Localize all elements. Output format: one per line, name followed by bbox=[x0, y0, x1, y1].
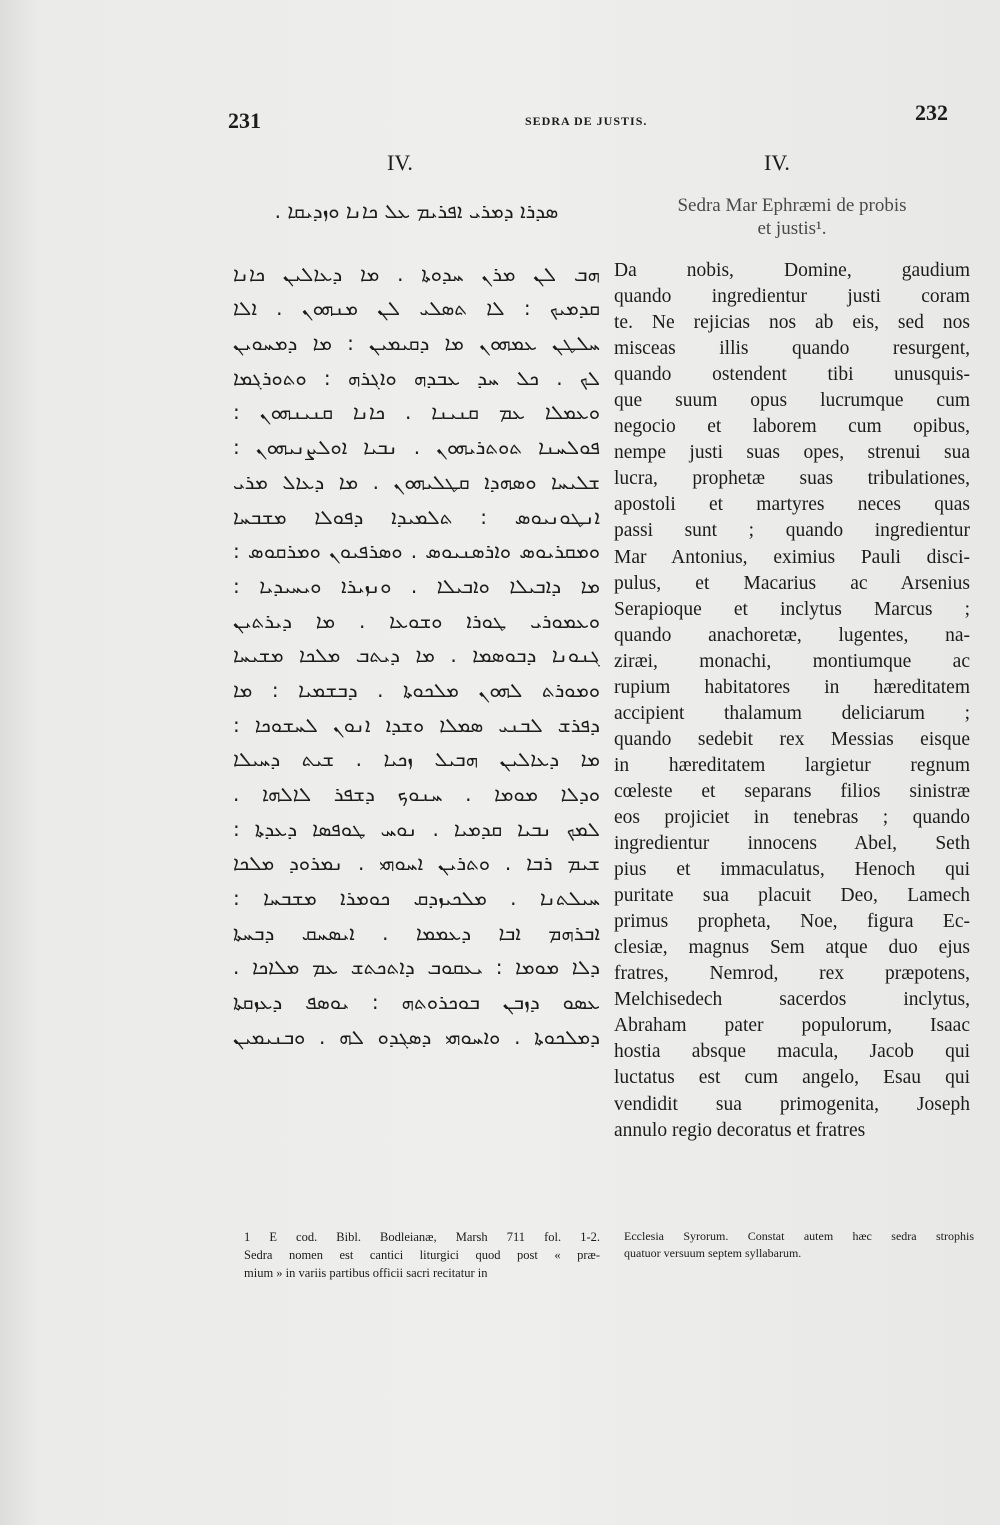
syriac-text-line: ܓܢܘܢܐ ܕܒܘܣܡܐ . ܡܐ ܕܝܬܒ ܡܠܟܐ ܡܫܝܚܐ bbox=[233, 643, 600, 668]
latin-text-line: misceas illis quando resurgent, bbox=[614, 338, 970, 360]
latin-text-line: Abraham pater populorum, Isaac bbox=[614, 1015, 970, 1037]
latin-text-line: negocio et laborem cum opibus, bbox=[614, 416, 970, 438]
latin-text-line: pius et immaculatus, Henoch qui bbox=[614, 859, 970, 881]
page-number-right: 232 bbox=[915, 100, 948, 125]
latin-text-line: primus propheta, Noe, figura Ec- bbox=[614, 911, 970, 933]
footnote-line: quatuor versuum septem syllabarum. bbox=[624, 1246, 802, 1260]
syriac-text-line: ܕܠܐ ܡܘܡܐ : ܝܥܩܘܒ ܕܐܬܟܬܫ ܥܡ ܡܠܐܟܐ . bbox=[233, 955, 600, 980]
latin-text-line: lucra, prophetæ suas tribulationes, bbox=[614, 468, 970, 490]
latin-text-line: puritate sua placuit Deo, Lamech bbox=[614, 885, 970, 907]
latin-text-line: apostoli et martyres neces quas bbox=[614, 494, 970, 516]
latin-text-line: passi sunt ; quando ingredientur bbox=[614, 520, 970, 542]
syriac-text-line: ܠܟ . ܟܠ ܚܕ ܥܒܕܗ ܘܐܓܪܗ : ܘܬܘܪܓܡܐ bbox=[233, 365, 600, 390]
section-title-line-2: et justis¹. bbox=[757, 218, 827, 239]
latin-text-line: cœleste et separans filios sinistræ bbox=[614, 780, 970, 802]
latin-text-line: te. Ne rejicias nos ab eis, sed nos bbox=[614, 312, 970, 334]
syriac-title: ܣܕܪܐ ܕܡܪܝ ܐܦܪܝܡ ܥܠ ܟܐܢܐ ܘܙܕܝܩܐ . bbox=[274, 199, 559, 223]
section-numeral-right: IV. bbox=[764, 150, 790, 175]
syriac-text-line: ܘܡܘܪܬ ܠܗܘܢ ܡܠܟܘܬܐ . ܕܒܫܡܝܐ : ܡܐ bbox=[233, 677, 600, 702]
latin-text-block bbox=[614, 258, 970, 1144]
latin-text-line: nempe justi suas opes, strenui sua bbox=[614, 442, 970, 464]
latin-text-line: quando sedebit rex Messias eisque bbox=[614, 728, 970, 750]
page-header bbox=[0, 100, 1000, 140]
syriac-text-line: ܕܦܪܫ ܠܒܢܝ ܣܡܠܐ ܘܫܕܐ ܐܢܘܢ ܠܚܫܘܟܐ : bbox=[233, 712, 600, 737]
latin-text-line: clesiæ, magnus Sem atque duo ejus bbox=[614, 937, 970, 959]
latin-text-line: fratres, Nemrod, rex præpotens, bbox=[614, 963, 970, 985]
latin-text-line: Serapioque et inclytus Marcus ; bbox=[614, 598, 970, 620]
footnote-right bbox=[624, 1228, 974, 1262]
syriac-text-line: ܩܕܡܝܟ : ܠܐ ܬܣܠܝ ܠܢ ܡܢܗܘܢ . ܐܠܐ bbox=[233, 296, 600, 321]
latin-text-line: Mar Antonius, eximius Pauli disci- bbox=[614, 546, 970, 568]
footnote-line: mium » in variis partibus officii sacri recitatur in bbox=[244, 1266, 488, 1280]
latin-text-line: Da nobis, Domine, gaudium bbox=[614, 260, 970, 281]
footnote-line: 1 E cod. Bibl. Bodleianæ, Marsh 711 fol. 1-2. bbox=[244, 1230, 600, 1244]
latin-text-line: accipient thalamum deliciarum ; bbox=[614, 702, 970, 724]
syriac-text-block bbox=[225, 257, 605, 1055]
syriac-text-line: ܐܢܛܘܢܝܘܣ : ܬܠܡܝܕܐ ܕܦܘܠܐ ܡܫܒܚܐ bbox=[233, 504, 600, 529]
section-numeral-left: IV. bbox=[387, 150, 413, 175]
latin-text-line: eos projiciet in tenebras ; quando bbox=[614, 806, 970, 828]
latin-column bbox=[614, 150, 970, 1144]
syriac-text-line: ܠܡܟ ܢܒܝܐ ܩܕܡܝܐ . ܢܘܚ ܛܘܦܣܐ ܕܥܕܬܐ : bbox=[233, 816, 600, 841]
footnote-left bbox=[244, 1228, 600, 1282]
footnote-line: Ecclesia Syrorum. Constat autem hæc sedra strophis bbox=[624, 1229, 974, 1243]
syriac-text-line: ܫܠܝܚܐ ܘܣܗܕܐ ܩܛܠܝܗܘܢ . ܡܐ ܕܥܐܠ ܡܪܝ bbox=[233, 469, 600, 494]
latin-text-line: annulo regio decoratus et fratres bbox=[614, 1119, 866, 1141]
syriac-text-line: ܚܠܛܢ ܥܡܗܘܢ ܡܐ ܕܩܝܡܝܢ : ܡܐ ܕܡܚܘܝܢ bbox=[233, 331, 600, 356]
syriac-column bbox=[225, 150, 605, 1055]
latin-text-line: quando ingredientur justi coram bbox=[614, 286, 970, 308]
syriac-text-line: ܘܥܡܘܪܝ ܛܘܪܐ ܘܫܘܥܐ . ܡܐ ܕܝܪܬܝܢ bbox=[233, 608, 600, 633]
syriac-text-line: ܘܡܩܪܝܘܣ ܘܐܪܣܢܝܘܣ . ܘܣܪܦܝܘܢ ܘܡܪܩܘܣ : bbox=[233, 539, 600, 564]
section-title-line-1: Sedra Mar Ephræmi de probis bbox=[677, 195, 907, 216]
syriac-text-line: ܕܡܠܟܘܬܐ . ܘܐܚܘܗܝ ܕܣܓܕܘ ܠܗ . ܘܒܢܝܡܝܢ bbox=[233, 1024, 600, 1049]
syriac-text-line: ܫܝܡ ܪܒܐ . ܘܬܪܝܢ ܐܚܘܗܝ . ܢܡܪܘܕ ܡܠܟܐ bbox=[233, 851, 600, 876]
syriac-text-line: ܐܒܪܗܡ ܐܒܐ ܕܥܡܡܐ . ܐܝܣܚܩ ܕܒܚܬܐ bbox=[233, 920, 600, 945]
syriac-text-line: ܚܝܠܬܢܐ . ܡܠܟܝܙܕܩ ܟܘܡܪܐ ܡܫܒܚܐ : bbox=[233, 886, 600, 911]
syriac-text-line: ܥܣܘ ܕܙܒܢ ܒܘܟܪܘܬܗ : ܝܘܣܦ ܕܥܙܩܬܐ bbox=[233, 990, 600, 1015]
latin-text-line: ziræi, monachi, montiumque ac bbox=[614, 650, 970, 672]
page-number-left: 231 bbox=[228, 108, 261, 133]
latin-text-line: vendidit sua primogenita, Joseph bbox=[614, 1093, 970, 1115]
syriac-text-line: ܘܕܠܐ ܡܘܡܐ . ܚܢܘܟ ܕܫܦܪ ܠܐܠܗܐ . bbox=[233, 782, 600, 806]
syriac-text-line: ܗܒ ܠܢ ܡܪܢ ܚܕܘܬܐ . ܡܐ ܕܥܐܠܝܢ ܟܐܢܐ bbox=[233, 261, 600, 286]
syriac-text-line: ܡܐ ܕܐܒܝܠܐ ܘܐܒܝܠܐ . ܘܢܙܝܪܐ ܘܝܚܝܕܝܐ : bbox=[233, 573, 600, 598]
syriac-text-line: ܘܥܡܠܐ ܥܡ ܩܢܝܢܐ . ܟܐܢܐ ܩܢܝܢܗܘܢ : bbox=[233, 400, 600, 425]
running-title: SEDRA DE JUSTIS. bbox=[525, 114, 648, 128]
latin-text-line: pulus, et Macarius ac Arsenius bbox=[614, 572, 970, 594]
latin-text-line: luctatus est cum angelo, Esau qui bbox=[614, 1067, 970, 1089]
footnote-line: Sedra nomen est cantici liturgici quod post « præ- bbox=[244, 1248, 600, 1262]
latin-text-line: rupium habitatores in hæreditatem bbox=[614, 676, 970, 698]
latin-text-line: quando ostendent tibi unusquis- bbox=[614, 364, 970, 386]
syriac-text-line: ܡܐ ܕܥܐܠܝܢ ܗܒܝܠ ܙܟܝܐ . ܫܝܬ ܕܚܝܠܐ bbox=[233, 747, 600, 772]
latin-text-line: Melchisedech sacerdos inclytus, bbox=[614, 989, 970, 1011]
latin-text-line: que suum opus lucrumque cum bbox=[614, 390, 970, 412]
section-title bbox=[614, 194, 970, 240]
latin-text-line: ingredientur innocens Abel, Seth bbox=[614, 833, 970, 855]
latin-text-line: quando anachoretæ, lugentes, na- bbox=[614, 624, 970, 646]
latin-text-line: hostia absque macula, Jacob qui bbox=[614, 1041, 970, 1063]
latin-text-line: in hæreditatem largietur regnum bbox=[614, 754, 970, 776]
syriac-text-line: ܦܘܠܚܢܐ ܬܘܬܪܝܗܘܢ . ܢܒܝܐ ܐܘܠܨܢܝܗܘܢ : bbox=[233, 435, 600, 460]
